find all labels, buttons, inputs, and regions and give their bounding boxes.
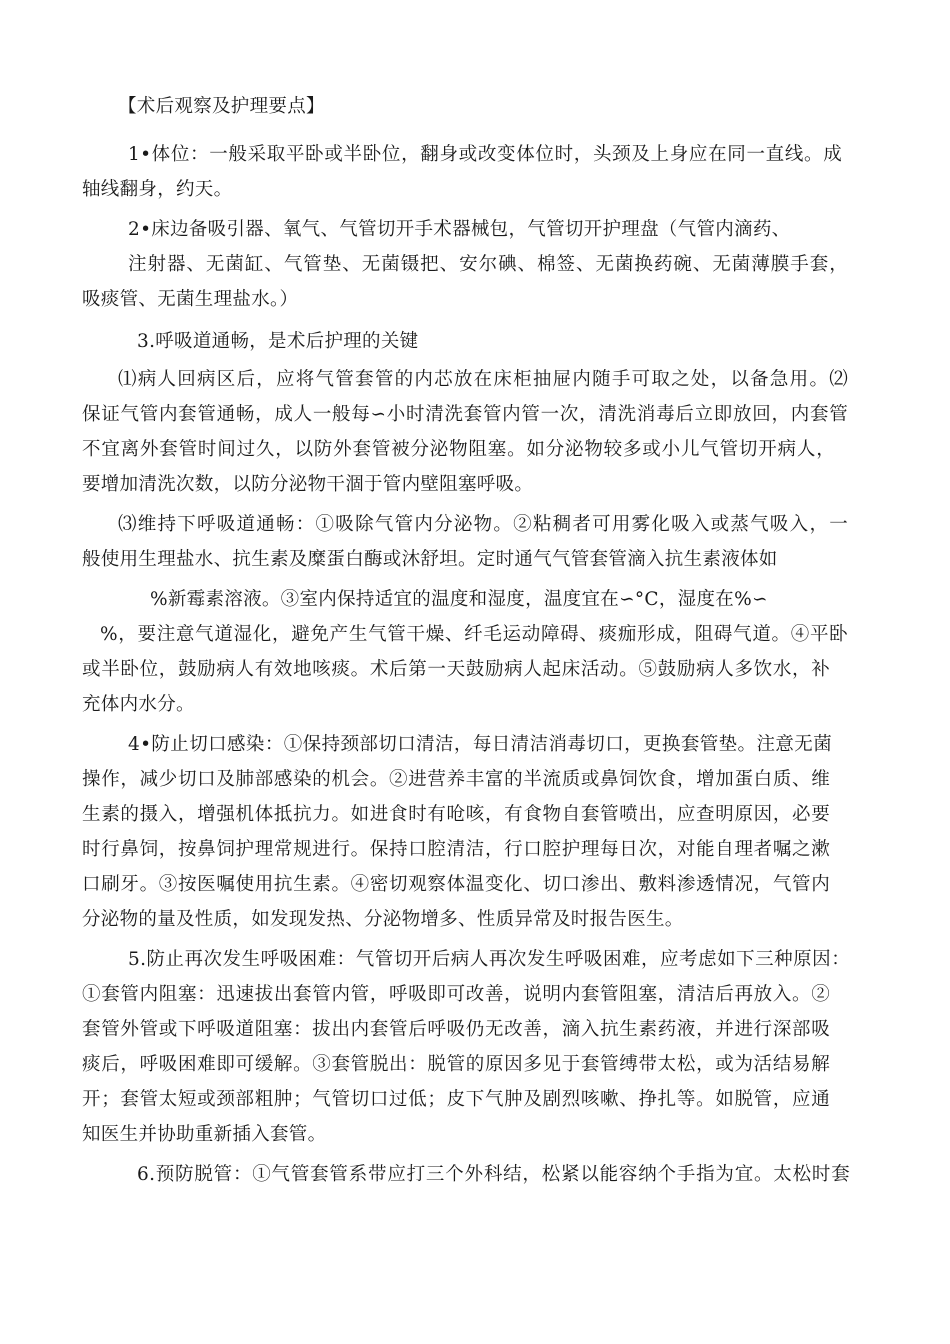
paragraph-line: 生素的摄入，增强机体抵抗力。如进食时有呛咳，有食物自套管喷出，应查明原因，必要 bbox=[82, 804, 830, 825]
paragraph-line: 注射器、无菌缸、气管垫、无菌镊把、安尔碘、棉签、无菌换药碗、无菌薄膜手套， bbox=[128, 254, 848, 275]
paragraph-line: 般使用生理盐水、抗生素及糜蛋白酶或沐舒坦。定时通气气管套管滴入抗生素液体如 bbox=[82, 549, 778, 570]
paragraph-line: ⑴病人回病区后，应将气管套管的内芯放在床柜抽屉内随手可取之处，以备急用。⑵ bbox=[118, 369, 848, 390]
paragraph-line: 6.预防脱管：①气管套管系带应打三个外科结，松紧以能容纳个手指为宜。太松时套 bbox=[137, 1164, 850, 1185]
paragraph-line: 轴线翻身，约天。 bbox=[82, 179, 233, 200]
paragraph-line: 分泌物的量及性质，如发现发热、分泌物增多、性质异常及时报告医生。 bbox=[82, 909, 684, 930]
paragraph-line: 吸痰管、无菌生理盐水。） bbox=[82, 289, 299, 310]
paragraph-line: 或半卧位，鼓励病人有效地咳痰。术后第一天鼓励病人起床活动。⑤鼓励病人多饮水，补 bbox=[82, 659, 830, 680]
paragraph-line: 开；套管太短或颈部粗肿；气管切口过低；皮下气肿及剧烈咳嗽、挣扎等。如脱管，应通 bbox=[82, 1089, 830, 1110]
paragraph-line: ①套管内阻塞：迅速拔出套管内管，呼吸即可改善，说明内套管阻塞，清洁后再放入。② bbox=[82, 984, 830, 1005]
paragraph-line: 3.呼吸道通畅，是术后护理的关键 bbox=[137, 331, 419, 352]
paragraph-line: %新霉素溶液。③室内保持适宜的温度和湿度，温度宜在∽°C，湿度在%∽ bbox=[150, 589, 768, 610]
paragraph-line: 痰后，呼吸困难即可缓解。③套管脱出：脱管的原因多见于套管缚带太松，或为活结易解 bbox=[82, 1054, 830, 1075]
paragraph-line: 1•体位：一般采取平卧或半卧位，翻身或改变体位时，头颈及上身应在同一直线。成 bbox=[128, 144, 842, 165]
paragraph-line: 操作，减少切口及肺部感染的机会。②进营养丰富的半流质或鼻饲饮食，增加蛋白质、维 bbox=[82, 769, 830, 790]
paragraph-line: 充体内水分。 bbox=[82, 694, 195, 715]
paragraph-line: 保证气管内套管通畅，成人一般每∽小时清洗套管内管一次，清洗消毒后立即放回，内套管 bbox=[82, 404, 848, 425]
paragraph-line: %，要注意气道湿化，避免产生气管干燥、纤毛运动障碍、痰痂形成，阻碍气道。④平卧 bbox=[100, 624, 848, 645]
paragraph-line: 4•防止切口感染：①保持颈部切口清洁，每日清洁消毒切口，更换套管垫。注意无菌 bbox=[128, 734, 832, 755]
paragraph-line: 要增加清洗次数，以防分泌物干涸于管内壁阻塞呼吸。 bbox=[82, 474, 534, 495]
paragraph-line: 时行鼻饲，按鼻饲护理常规进行。保持口腔清洁，行口腔护理每日次，对能自理者嘱之漱 bbox=[82, 839, 830, 860]
paragraph-line: 5.防止再次发生呼吸困难：气管切开后病人再次发生呼吸困难，应考虑如下三种原因： bbox=[128, 949, 850, 970]
paragraph-line: ⑶维持下呼吸道通畅：①吸除气管内分泌物。②粘稠者可用雾化吸入或蒸气吸入，一 bbox=[118, 514, 848, 535]
paragraph-line: 知医生并协助重新插入套管。 bbox=[82, 1124, 327, 1145]
section-heading: 【术后观察及护理要点】 bbox=[118, 96, 325, 117]
paragraph-line: 2•床边备吸引器、氧气、气管切开手术器械包，气管切开护理盘（气管内滴药、 bbox=[128, 219, 791, 240]
paragraph-line: 不宜离外套管时间过久，以防外套管被分泌物阻塞。如分泌物较多或小儿气管切开病人， bbox=[82, 439, 835, 460]
paragraph-line: 口刷牙。③按医嘱使用抗生素。④密切观察体温变化、切口渗出、敷料渗透情况，气管内 bbox=[82, 874, 830, 895]
paragraph-line: 套管外管或下呼吸道阻塞：拔出内套管后呼吸仍无改善，滴入抗生素药液，并进行深部吸 bbox=[82, 1019, 830, 1040]
